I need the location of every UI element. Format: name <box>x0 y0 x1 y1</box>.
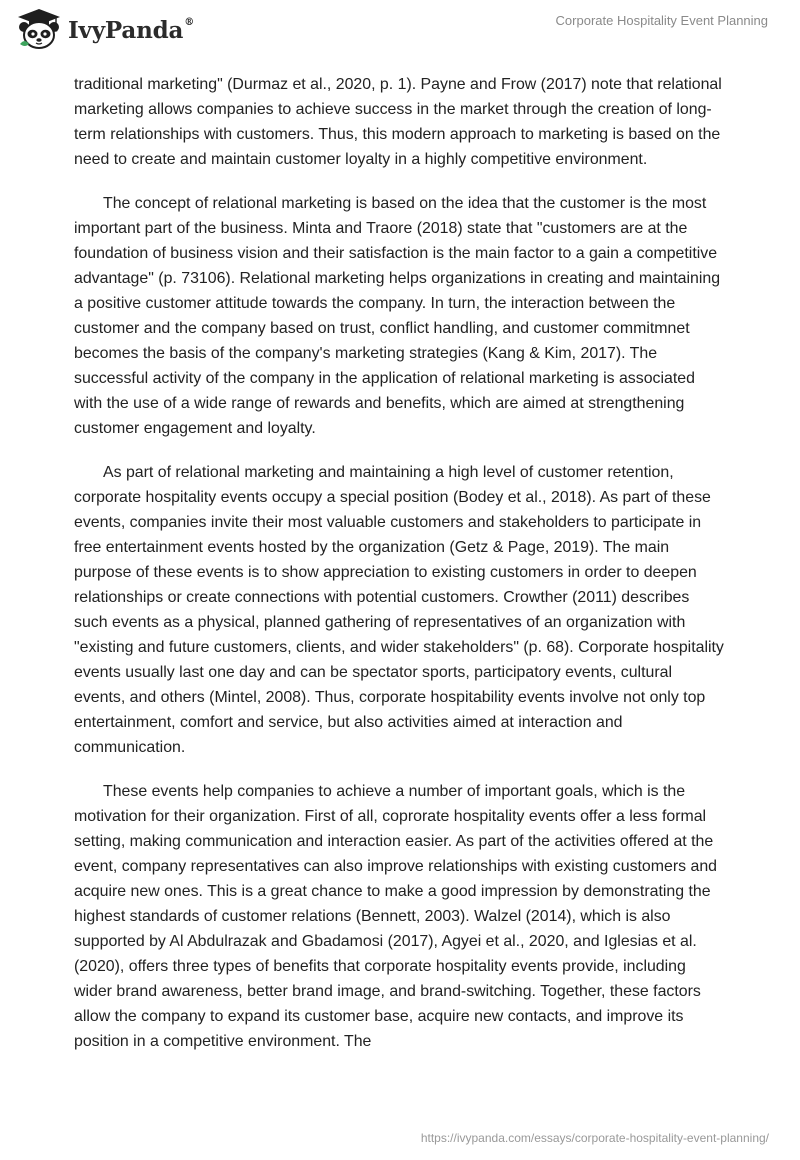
paragraph: As part of relational marketing and maintaining a high level of customer retention, corporate hospitality events occupy a special position (Bodey et al., 2018). As part of these events, companies invite their most valuable customers and stakeholders to participate in free entertainment events hosted by the organization (Getz & Page, 2019). The main purpose of these events is to show appreciation to existing customers in order to deepen relationships or create connections with potential customers. Crowther (2011) describes such events as a physical, planned gathering of representatives of an organization with "existing and future customers, clients, and wider stakeholders" (p. 68). Corporate hospitality events usually last one day and can be spectator sports, participatory events, cultural events, and others (Mintel, 2008). Thus, corporate hospitability events involve not only top entertainment, comfort and service, but also activities aimed at interaction and communication. <box>74 464 724 756</box>
essay-body <box>74 72 726 1073</box>
panda-graduate-icon <box>16 8 62 50</box>
paragraph: The concept of relational marketing is based on the idea that the customer is the most important part of the business. Minta and Traore (2018) state that "customers are at the foundation of business vision and their satisfaction is the main factor to a gain a competitive advantage" (p. 73106). Relational marketing helps organizations in creating and maintaining a positive customer attitude towards the company. In turn, the interaction between the customer and the company based on trust, conflict handling, and customer commitmnet becomes the basis of the company's marketing strategies (Kang & Kim, 2017). The successful activity of the company in the application of relational marketing is associated with the use of a wide range of rewards and benefits, which are aimed at strengthening customer engagement and loyalty. <box>74 195 721 437</box>
document-title: Corporate Hospitality Event Planning <box>555 13 768 28</box>
brand-name: IvyPanda® <box>68 16 194 44</box>
registered-mark: ® <box>184 16 194 28</box>
page-header <box>0 0 800 64</box>
brand-logo[interactable] <box>16 8 194 50</box>
paragraph: traditional marketing" (Durmaz et al., 2020, p. 1). Payne and Frow (2017) note that relational marketing allows companies to achieve success in the market through the creation of long-term relationships with customers. Thus, this modern approach to marketing is based on the need to create and maintain customer loyalty in a highly competitive environment. <box>74 76 722 168</box>
paragraph: These events help companies to achieve a number of important goals, which is the motivation for their organization. First of all, coprorate hospitality events offer a less formal setting, making communication and interaction easier. As part of the activities offered at the event, company representatives can also improve relationships with existing customers and acquire new ones. This is a great chance to make a good impression by demonstrating the highest standards of customer relations (Bennett, 2003). Walzel (2014), which is also supported by Al Abdulrazak and Gbadamosi (2017), Agyei et al., 2020, and Iglesias et al. (2020), offers three types of benefits that corporate hospitality events provide, including wider brand awareness, better brand image, and brand-switching. Together, these factors allow the company to expand its customer base, acquire new contacts, and improve its position in a competitive environment. The <box>74 783 718 1050</box>
source-url[interactable]: https://ivypanda.com/essays/corporate-hospitality-event-planning/ <box>420 1131 769 1145</box>
